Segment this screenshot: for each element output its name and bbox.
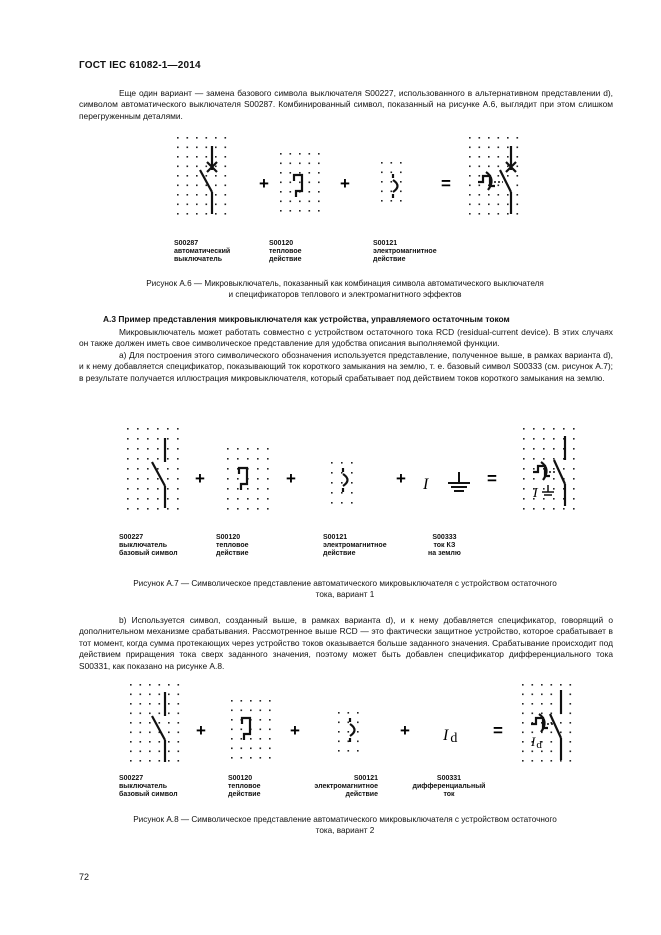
grid-dot <box>231 719 233 721</box>
grid-dot <box>260 700 262 702</box>
section-a3-title: А.3 Пример представления микровыключателя как устройства, управляемого остаточным током <box>103 314 510 324</box>
grid-dot <box>522 703 524 705</box>
grid-dot <box>357 722 359 724</box>
grid-dot <box>522 751 524 753</box>
grid-dot <box>522 760 524 762</box>
grid-dot <box>532 684 534 686</box>
grid-dot <box>178 722 180 724</box>
combined-fault-current-symbol: I <box>533 486 538 501</box>
grid-dot <box>130 703 132 705</box>
grid-dot <box>241 748 243 750</box>
fig7-caption: Рисунок А.7 — Символическое представление автоматического микровыключателя с устройством остаточного тока, вариант 1 <box>133 579 557 599</box>
grid-dot <box>168 751 170 753</box>
grid-dot <box>522 694 524 696</box>
grid-dot <box>348 722 350 724</box>
grid-dot <box>241 710 243 712</box>
grid-dot <box>269 700 271 702</box>
grid-dot <box>241 729 243 731</box>
grid-dot <box>357 712 359 714</box>
fig7-label-3: S00121 электромагнитное действие <box>323 534 387 557</box>
grid-dot <box>231 700 233 702</box>
grid-dot <box>522 741 524 743</box>
grid-dot <box>357 741 359 743</box>
grid-dot <box>260 719 262 721</box>
grid-dot <box>231 748 233 750</box>
grid-dot <box>532 713 534 715</box>
equals-sign: = <box>487 469 497 488</box>
grid-dot <box>178 751 180 753</box>
grid-dot <box>551 703 553 705</box>
fig7-label-1: S00227 выключатель базовый символ <box>119 534 178 557</box>
grid-dot <box>178 741 180 743</box>
grid-dot <box>338 722 340 724</box>
grid-dot <box>560 760 562 762</box>
grid-dot <box>532 751 534 753</box>
grid-dot <box>140 722 142 724</box>
grid-dot <box>551 732 553 734</box>
grid-dot <box>532 694 534 696</box>
grid-dot <box>551 741 553 743</box>
fig8-label-3: S00121 электромагнитное действие <box>314 775 378 798</box>
grid-dot <box>149 732 151 734</box>
grid-dot <box>168 760 170 762</box>
plus-sign: + <box>259 174 269 193</box>
grid-dot <box>532 760 534 762</box>
grid-dot <box>231 729 233 731</box>
grid-dot <box>130 760 132 762</box>
grid-dot <box>570 741 572 743</box>
grid-dot <box>149 703 151 705</box>
grid-dot <box>570 703 572 705</box>
plus-sign: + <box>340 174 350 193</box>
grid-dot <box>551 684 553 686</box>
grid-dot <box>130 713 132 715</box>
electromagnetic-action-symbol <box>350 718 355 742</box>
grid-dot <box>149 751 151 753</box>
header-standard: ГОСТ <box>79 60 107 71</box>
grid-dot <box>159 703 161 705</box>
grid-dot <box>570 751 572 753</box>
thermal-action-symbol <box>242 718 250 740</box>
equals-sign: = <box>441 174 451 193</box>
grid-dot <box>178 703 180 705</box>
grid-dot <box>159 751 161 753</box>
grid-dot <box>522 713 524 715</box>
plus-sign: + <box>196 721 206 740</box>
grid-dot <box>130 722 132 724</box>
grid-dot <box>140 760 142 762</box>
grid-dot <box>140 703 142 705</box>
grid-dot <box>178 732 180 734</box>
grid-dot <box>140 684 142 686</box>
fig6-label-2: S00120 тепловое действие <box>269 240 302 263</box>
grid-dot <box>541 703 543 705</box>
grid-dot <box>159 684 161 686</box>
grid-dot <box>357 731 359 733</box>
grid-dot <box>560 684 562 686</box>
grid-dot <box>168 684 170 686</box>
grid-dot <box>348 731 350 733</box>
grid-dot <box>532 732 534 734</box>
fig8-caption: Рисунок А.8 — Символическое представление автоматического микровыключателя с устройством остаточного тока, вариант 2 <box>133 815 557 835</box>
grid-dot <box>522 732 524 734</box>
grid-dot <box>140 741 142 743</box>
plus-sign: + <box>396 469 406 488</box>
grid-dot <box>250 700 252 702</box>
grid-dot <box>168 732 170 734</box>
grid-dot <box>269 748 271 750</box>
intro-paragraph: Еще один вариант — замена базового символа выключателя S00227, использованного в альтернативном представлении d), символом автоматического выключателя S00287. Комбинированный символ, показанный на рисунке А.6, выглядит при этом слишком перегруженным деталями. <box>79 88 613 121</box>
grid-dot <box>260 757 262 759</box>
section-a3-body: Микровыключатель может работать совместно с устройством остаточного тока RCD (residual-current device). В этих случаях он также должен иметь свое символическое представление для удобства описания выполняемой функции. а) Для построения этого символического обозначения используется представление, полученное выше, в рамках варианта d), и к нему добавляется спецификатор, показывающий ток короткого замыкания на землю, т. е. базовый символ S00333 (см. рисунок А.7); в результате получается иллюстрация микровыключателя, который срабатывает под действием токов короткого замыкания на землю. <box>79 327 613 383</box>
grid-dot <box>570 760 572 762</box>
fig8-label-1: S00227 выключатель базовый символ <box>119 775 178 798</box>
fig6-label-1: S00287 автоматический выключатель <box>174 240 231 263</box>
grid-dot <box>522 722 524 724</box>
grid-dot <box>130 732 132 734</box>
grid-dot <box>241 757 243 759</box>
grid-dot <box>149 694 151 696</box>
grid-dot <box>269 719 271 721</box>
grid-dot <box>178 760 180 762</box>
plus-sign: + <box>195 469 205 488</box>
grid-dot <box>168 741 170 743</box>
grid-dot <box>149 760 151 762</box>
grid-dot <box>269 738 271 740</box>
grid-dot <box>168 722 170 724</box>
grid-dot <box>260 738 262 740</box>
grid-dot <box>231 710 233 712</box>
paragraph-b: b) Используется символ, созданный выше, в рамках варианта d), и к нему добавляется спецификатор, говорящий о дополнительном механизме срабатывания. Рассмотренное выше RCD — это фактически защитное устройство, которое срабатывает в тот момент, когда сумма протекающих через устройство токов оказывается больше заданного значения. Срабатывание происходит под действием приращения тока сверх заданного значения, поэтому может быть добавлен спецификатор дифференциального тока S00331, как показано на рисунке А.8. <box>79 615 613 671</box>
grid-dot <box>541 694 543 696</box>
header-code: IEC 61082-1—2014 <box>109 60 201 71</box>
grid-dot <box>250 757 252 759</box>
grid-dot <box>541 684 543 686</box>
grid-dot <box>149 741 151 743</box>
grid-dot <box>140 751 142 753</box>
grid-dot <box>231 738 233 740</box>
grid-dot <box>560 732 562 734</box>
grid-dot <box>250 738 252 740</box>
grid-dot <box>250 710 252 712</box>
grid-dot <box>140 713 142 715</box>
grid-dot <box>551 751 553 753</box>
grid-dot <box>348 712 350 714</box>
grid-dot <box>168 703 170 705</box>
grid-dot <box>269 757 271 759</box>
grid-dot <box>159 694 161 696</box>
grid-dot <box>348 750 350 752</box>
grid-dot <box>269 710 271 712</box>
grid-dot <box>338 712 340 714</box>
grid-dot <box>348 741 350 743</box>
grid-dot <box>260 710 262 712</box>
fig6-caption: Рисунок А.6 — Микровыключатель, показанный как комбинация символа автоматического выключателя и спецификаторов теплового и электромагнитного эффектов <box>146 279 544 299</box>
grid-dot <box>168 713 170 715</box>
grid-dot <box>140 732 142 734</box>
grid-dot <box>250 748 252 750</box>
grid-dot <box>570 713 572 715</box>
grid-dot <box>241 700 243 702</box>
grid-dot <box>560 722 562 724</box>
grid-dot <box>570 722 572 724</box>
grid-dot <box>338 750 340 752</box>
differential-current-symbol: I d <box>443 727 458 746</box>
fig8-label-2: S00120 тепловое действие <box>228 775 261 798</box>
grid-dot <box>551 694 553 696</box>
grid-dot <box>159 722 161 724</box>
grid-dot <box>130 694 132 696</box>
plus-sign: + <box>290 721 300 740</box>
equals-sign: = <box>493 721 503 740</box>
grid-dot <box>178 694 180 696</box>
fig7-label-4: S00333 ток КЗ на землю <box>428 534 461 557</box>
grid-dot <box>130 751 132 753</box>
grid-dot <box>140 694 142 696</box>
combined-differential-symbol: Id <box>531 734 542 751</box>
grid-dot <box>338 731 340 733</box>
grid-dot <box>532 703 534 705</box>
grid-dot <box>149 684 151 686</box>
grid-dot <box>551 760 553 762</box>
grid-dot <box>159 760 161 762</box>
grid-dot <box>541 713 543 715</box>
grid-dot <box>241 738 243 740</box>
grid-dot <box>260 729 262 731</box>
grid-dot <box>570 684 572 686</box>
grid-dot <box>149 722 151 724</box>
grid-dot <box>130 684 132 686</box>
grid-dot <box>159 741 161 743</box>
grid-dot <box>522 684 524 686</box>
grid-dot <box>159 713 161 715</box>
grid-dot <box>149 713 151 715</box>
plus-sign: + <box>400 721 410 740</box>
grid-dot <box>168 694 170 696</box>
fig8-label-4: S00331 дифференциальный ток <box>412 775 486 798</box>
grid-dot <box>570 732 572 734</box>
grid-dot <box>357 750 359 752</box>
grid-dot <box>541 760 543 762</box>
fig6-label-3: S00121 электромагнитное действие <box>373 240 437 263</box>
grid-dot <box>130 741 132 743</box>
fig7-label-2: S00120 тепловое действие <box>216 534 249 557</box>
plus-sign: + <box>286 469 296 488</box>
grid-dot <box>260 748 262 750</box>
grid-dot <box>338 741 340 743</box>
page-number: 72 <box>79 872 90 882</box>
grid-dot <box>178 684 180 686</box>
grid-dot <box>231 757 233 759</box>
grid-dot <box>269 729 271 731</box>
grid-dot <box>570 694 572 696</box>
fault-current-symbol: I <box>423 476 429 493</box>
grid-dot <box>178 713 180 715</box>
